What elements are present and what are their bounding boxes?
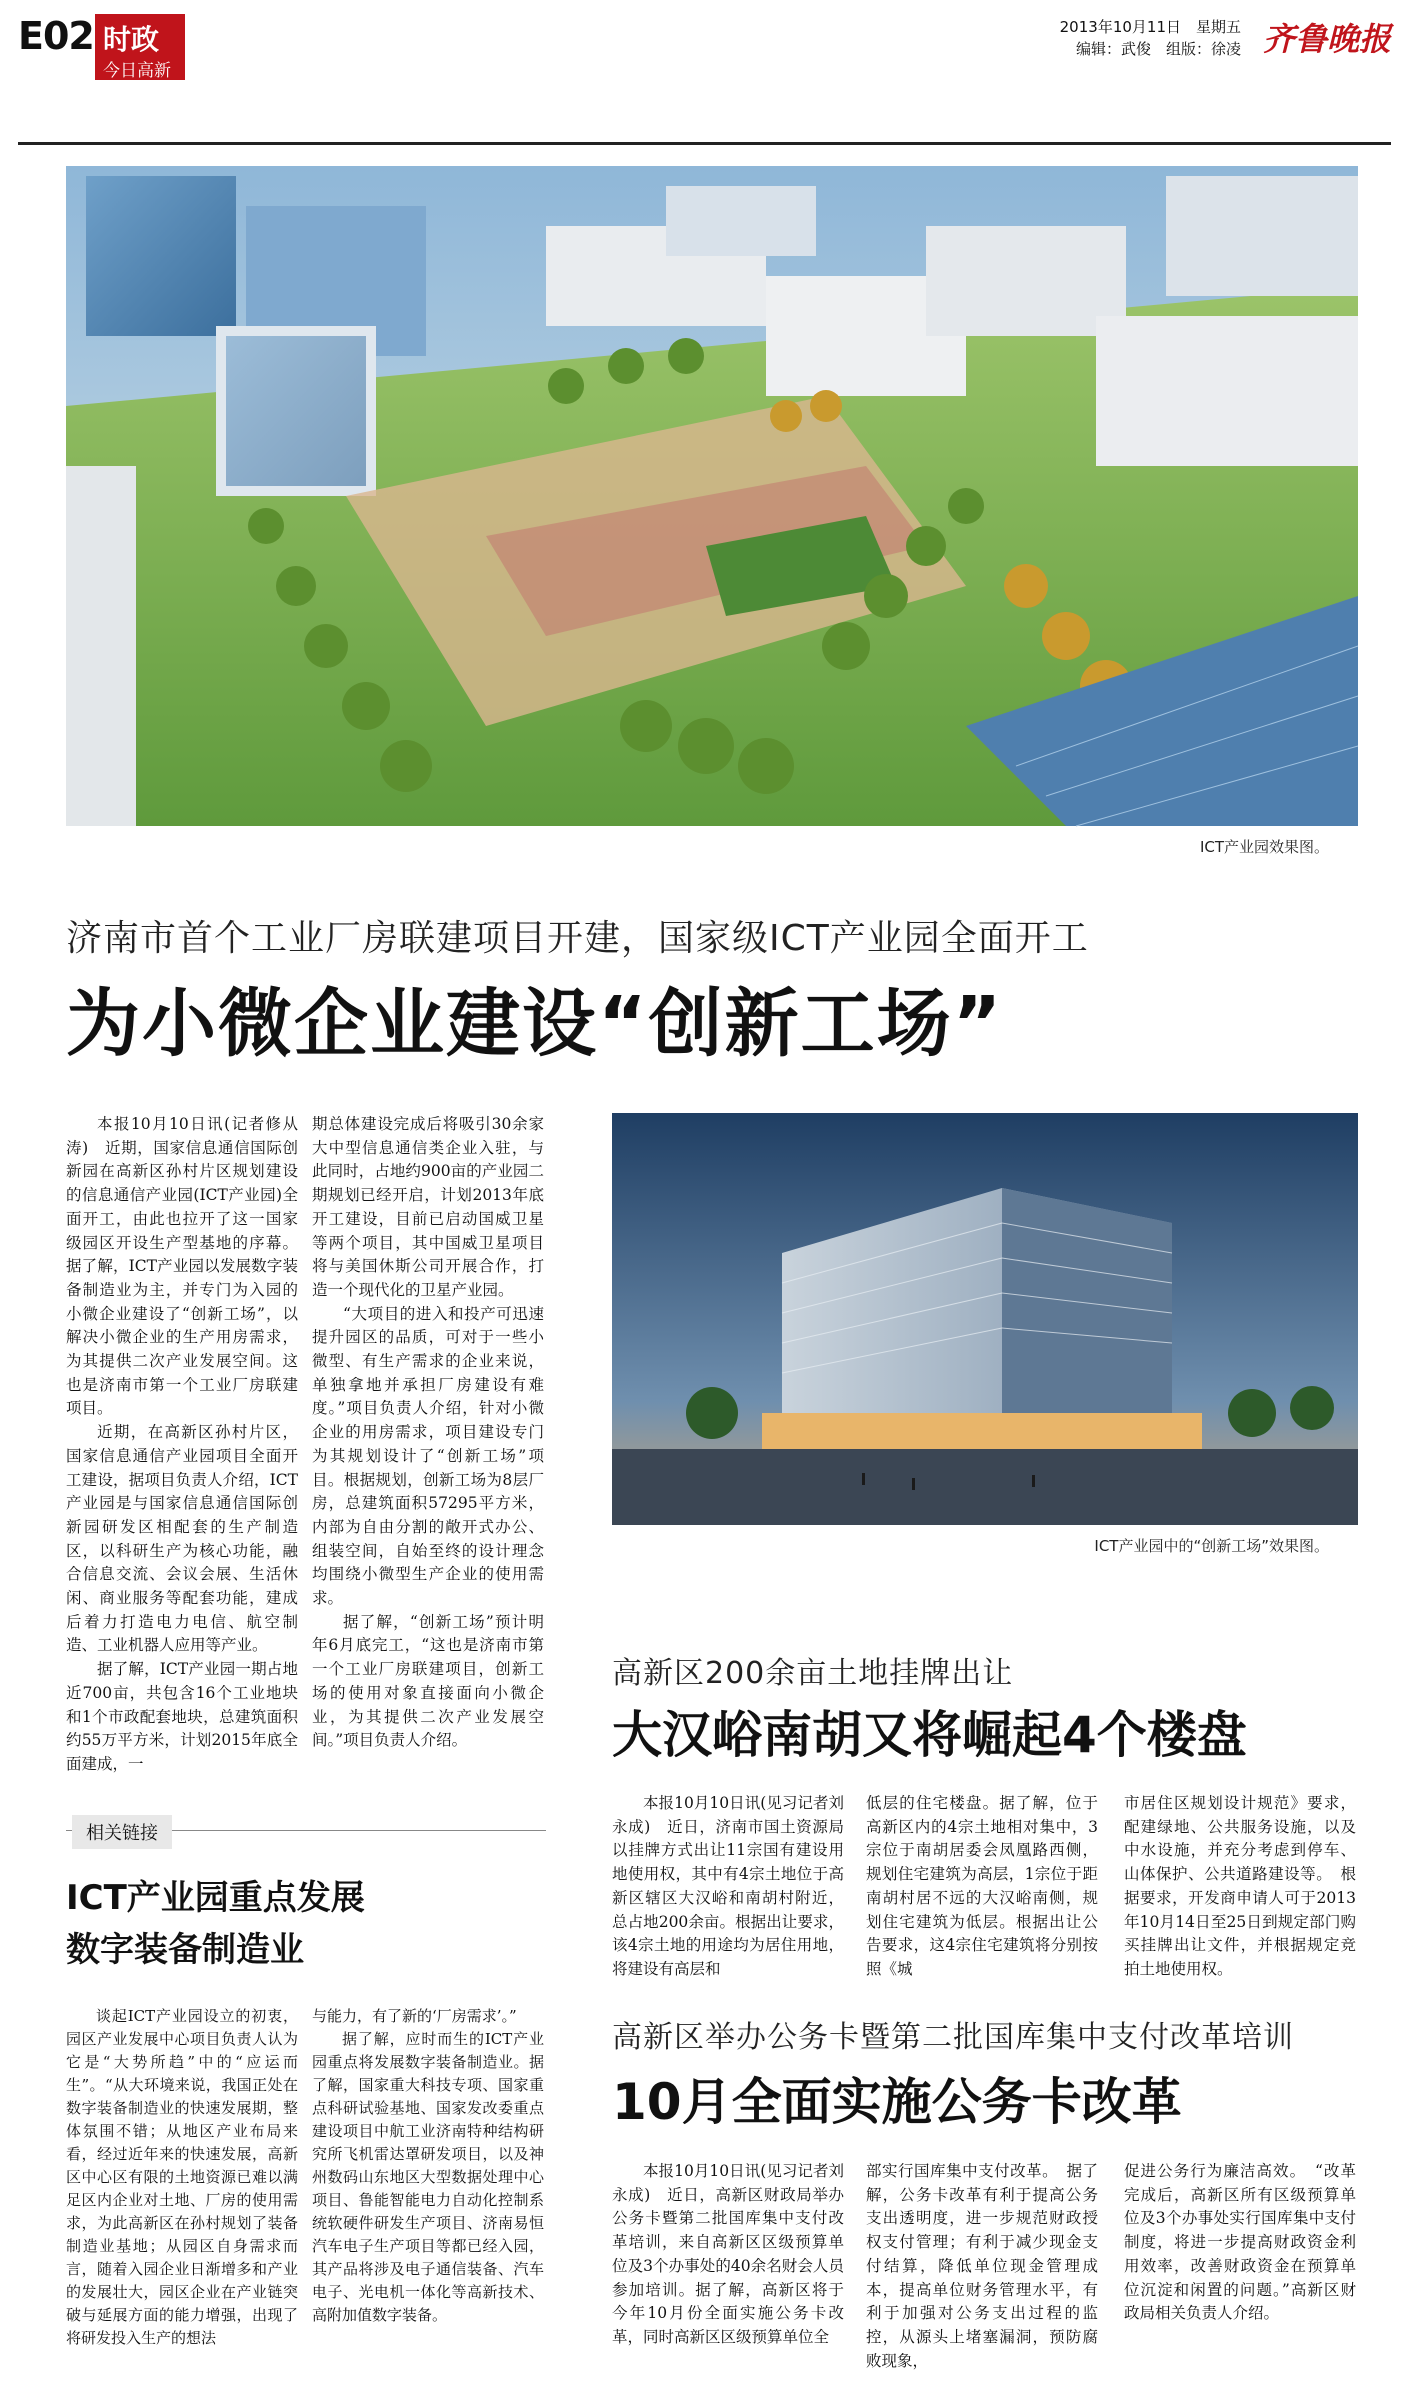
story3-column-2 [866, 2160, 1098, 2370]
story1-kicker: 济南市首个工业厂房联建项目开建，国家级ICT产业园全面开工 [66, 918, 1089, 959]
story3-kicker: 高新区举办公务卡暨第二批国库集中支付改革培训 [612, 2020, 1294, 2055]
story2-col3-text: 市居住区规划设计规范》要求，配建绿地、公共服务设施，以及中水设施，并充分考虑到停车、山体保护、公共道路建设等。 根据要求，开发商申请人可于2013年10月14日至25日到规定部门购买挂牌出让文件，并根据规定竞拍土地使用权。 [1124, 1794, 1356, 1978]
ict-park-rendering [66, 166, 1358, 826]
sidebar-col2-para-2: 据了解，应时而生的ICT产业园重点将发展数字装备制造业。据了解，国家重大科技专项、国家重点科研试验基地、国家发改委重点建设项目中航工业济南特种结构研究所飞机雷达罩研发项目，以及神州数码山东地区大型数据处理中心项目、鲁能智能电力自动化控制系统软硬件研发生产项目、济南易恒汽车电子生产项目等都已经入园，其产品将涉及电子通信装备、汽车电子、光电机一体化等高新技术、高附加值数字装备。 [312, 2030, 544, 2324]
story2-headline: 大汉峪南胡又将崛起4个楼盘 [612, 1706, 1247, 1764]
page-number: E02 [18, 14, 94, 58]
sidebar-title-line-1: ICT产业园重点发展 [66, 1878, 365, 1918]
sidebar-title-line-2: 数字装备制造业 [66, 1930, 304, 1970]
story3-col1-text: 本报10月10日讯(见习记者刘永成) 近日，高新区财政局举办公务卡暨第二批国库集中支付改革培训，来自高新区区级预算单位及3个办事处的40余名财会人员参加培训。据了解，高新区将于今年10月份全面实施公务卡改革，同时高新区区级预算单位全 [612, 2162, 844, 2346]
editor-credits: 编辑：武俊 组版：徐凌 [1075, 40, 1241, 58]
story3-col2-text: 部实行国库集中支付改革。 据了解，公务卡改革有利于提高公务支出透明度，进一步规范财政授权支付管理；有利于减少现金支付结算，降低单位现金管理成本，提高单位财务管理水平，有利于加强对公务支出过程的监控，从源头上堵塞漏洞，预防腐败现象， [866, 2162, 1098, 2370]
sidebar-col1-text: 谈起ICT产业园设立的初衷，园区产业发展中心项目负责人认为它是“大势所趋”中的“应运而生”。“从大环境来说，我国正处在数字装备制造业的快速发展期，整体氛围不错；从地区产业布局来看，经过近年来的快速发展，高新区中心区有限的土地资源已难以满足区内企业对土地、厂房的使用需求，为此高新区在孙村规划了装备制造业基地；从园区自身需求而言，随着入园企业日渐增多和产业的发展壮大，园区企业在产业链突破与延展方面的能力增强，出现了将研发投入生产的想法 [66, 2007, 298, 2347]
story1-column-2 [312, 1113, 544, 1753]
story2-kicker: 高新区200余亩土地挂牌出让 [612, 1656, 1014, 1691]
subsection-title: 今日高新 [103, 61, 171, 81]
story2-column-2 [866, 1792, 1098, 1982]
story1-col1-para-3: 据了解，ICT产业园一期占地近700亩，共包含16个工业地块和1个市政配套地块，总建筑面积约55万平方米，计划2015年底全面建成，一 [66, 1660, 298, 1773]
story2-column-1 [612, 1792, 844, 1982]
story3-column-1 [612, 2160, 844, 2370]
photo1-caption: ICT产业园效果图。 [1199, 838, 1329, 856]
sidebar-label: 相关链接 [72, 1815, 172, 1849]
story1-col2-para-2: “大项目的进入和投产可迅速提升园区的品质，可对于一些小微型、有生产需求的企业来说，单独拿地并承担厂房建设有难度。”项目负责人介绍，针对小微企业的用房需求，项目建设专门为其规划设计了“创新工场”项目。根据规划，创新工场为8层厂房，总建筑面积57295平方米，内部为自由分割的敞开式办公、组装空间，自始至终的设计理念均围绕小微型生产企业的使用需求。 [312, 1304, 544, 1608]
story2-col2-text: 低层的住宅楼盘。据了解，位于高新区内的4宗土地相对集中，3宗位于南胡居委会凤凰路西侧，规划住宅建筑为高层，1宗位于距南胡村居不远的大汉峪南侧，规划住宅建筑为低层。根据出让公告要求，这4宗住宅建筑将分别按照《城 [866, 1794, 1098, 1978]
header-meta [871, 16, 1391, 76]
story1-col1-para-2: 近期，在高新区孙村片区，国家信息通信产业园项目全面开工建设，据项目负责人介绍，ICT产业园是与国家信息通信国际创新园研发区相配套的生产制造区，以科研生产为核心功能，融合信息交流、会议会展、生活休闲、商业服务等配套功能，建成后着力打造电力电信、航空制造、工业机器人应用等产业。 [66, 1423, 298, 1655]
story1-col2-para-3: 据了解，“创新工场”预计明年6月底完工，“这也是济南市第一个工业厂房联建项目，创新工场的使用对象直接面向小微企业，为其提供二次产业发展空间。”项目负责人介绍。 [312, 1612, 544, 1750]
newspaper-logo: 齐鲁晚报 [1262, 20, 1391, 58]
story1-col2-para-1: 期总体建设完成后将吸引30余家大中型信息通信类企业入驻，与此同时，占地约900亩的产业园二期规划已经开启，计划2013年底开工建设，目前已启动国威卫星等两个项目，其中国威卫星项目将与美国休斯公司开展合作，打造一个现代化的卫星产业园。 [312, 1115, 544, 1299]
sidebar-column-2 [312, 2005, 544, 2370]
story3-column-3 [1124, 2160, 1356, 2370]
sidebar-col2-para-1: 与能力，有了新的‘厂房需求’。” [312, 2007, 517, 2025]
story3-headline: 10月全面实施公务卡改革 [612, 2073, 1182, 2131]
story1-headline: 为小微企业建设“创新工场” [66, 981, 1004, 1067]
sidebar-column-1 [66, 2005, 298, 2370]
story2-column-3 [1124, 1792, 1356, 1982]
innovation-workshop-rendering [612, 1113, 1358, 1525]
story1-col1-para-1: 本报10月10日讯(记者修从涛) 近期，国家信息通信国际创新园在高新区孙村片区规划建设的信息通信产业园(ICT产业园)全面开工，由此也拉开了这一国家级园区开设生产型基地的序幕。据了解，ICT产业园以发展数字装备制造业为主，并专门为入园的小微企业建设了“创新工场”，以解决小微企业的生产用房需求，为其提供二次产业发展空间。这也是济南市第一个工业厂房联建项目。 [66, 1115, 298, 1418]
section-box [95, 14, 185, 80]
story2-col1-text: 本报10月10日讯(见习记者刘永成) 近日，济南市国土资源局以挂牌方式出让11宗国有建设用地使用权，其中有4宗土地位于高新区辖区大汉峪和南胡村附近，总占地200余亩。根据出让要求，该4宗土地的用途均为居住用地，将建设有高层和 [612, 1794, 844, 1978]
story3-col3-text: 促进公务行为廉洁高效。 “改革完成后，高新区所有区级预算单位及3个办事处实行国库集中支付制度，将进一步提高财政资金利用效率，改善财政资金在预算单位沉淀和闲置的问题。”高新区财政局相关负责人介绍。 [1124, 2162, 1356, 2323]
story1-column-1 [66, 1113, 298, 1773]
header-rule [18, 142, 1391, 145]
issue-date: 2013年10月11日 星期五 [1059, 18, 1241, 36]
section-title: 时政 [103, 23, 160, 56]
photo2-caption: ICT产业园中的“创新工场”效果图。 [1094, 1537, 1329, 1555]
